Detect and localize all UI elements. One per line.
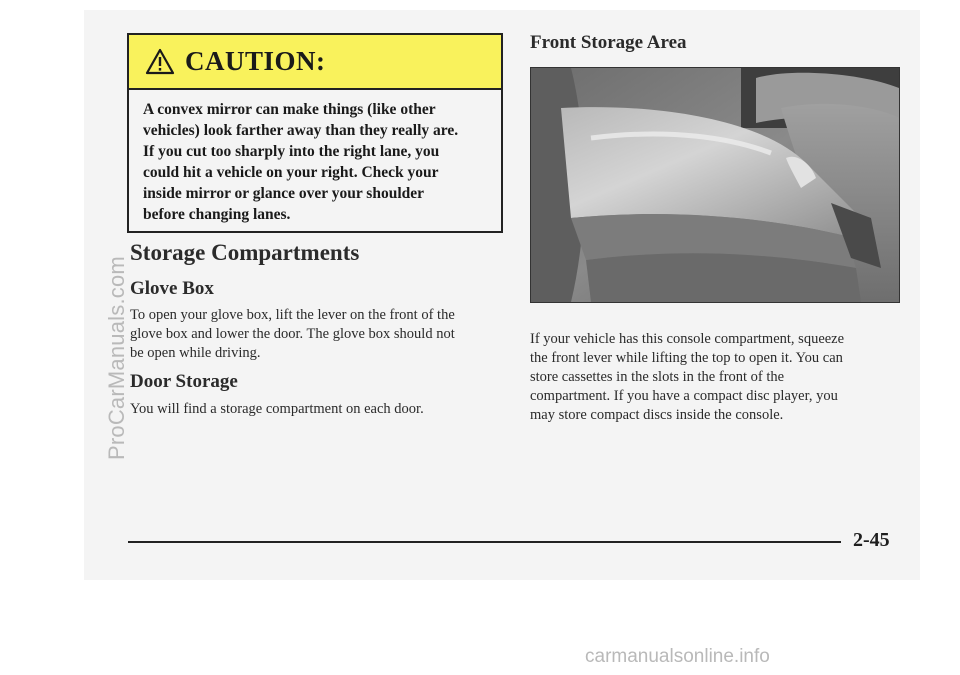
caution-box [127, 33, 503, 233]
text-line: the front lever while lifting the top to open it. You can [530, 350, 843, 366]
caution-header [129, 35, 501, 90]
front-storage-heading: Front Storage Area [530, 32, 687, 53]
caution-line: vehicles) look farther away than they really are. [143, 122, 459, 139]
text-line: store cassettes in the slots in the front of the [530, 369, 785, 385]
caution-text [143, 99, 493, 225]
caution-line: could hit a vehicle on your right. Check your [143, 164, 439, 181]
caution-line: before changing lanes. [143, 206, 291, 223]
text-line: may store compact discs inside the console. [530, 407, 784, 423]
text-line: glove box and lower the door. The glove box should not [130, 326, 455, 342]
front-storage-text [530, 330, 844, 425]
section-title: Storage Compartments [130, 240, 360, 265]
console-illustration [531, 68, 899, 302]
text-line: To open your glove box, lift the lever on the front of the [130, 307, 455, 323]
glove-box-text [130, 306, 455, 363]
caution-line: A convex mirror can make things (like other [143, 101, 436, 118]
caution-line: inside mirror or glance over your shoulder [143, 185, 425, 202]
door-storage-heading: Door Storage [130, 371, 238, 392]
warning-triangle-icon [145, 48, 175, 75]
door-storage-text [130, 400, 424, 419]
caution-title: CAUTION: [185, 46, 326, 76]
bottom-watermark: carmanualsonline.info [585, 646, 770, 667]
console-photo [530, 67, 900, 303]
text-line: If your vehicle has this console compartment, squeeze [530, 331, 845, 347]
side-watermark: ProCarManuals.com [104, 256, 129, 460]
caution-line: If you cut too sharply into the right lane, you [143, 143, 440, 160]
page-number: 2-45 [853, 529, 890, 551]
glove-box-heading: Glove Box [130, 278, 214, 299]
footer-rule [128, 541, 841, 543]
text-line: compartment. If you have a compact disc player, you [530, 388, 838, 404]
text-line: You will find a storage compartment on each door. [130, 401, 424, 417]
text-line: be open while driving. [130, 345, 261, 361]
